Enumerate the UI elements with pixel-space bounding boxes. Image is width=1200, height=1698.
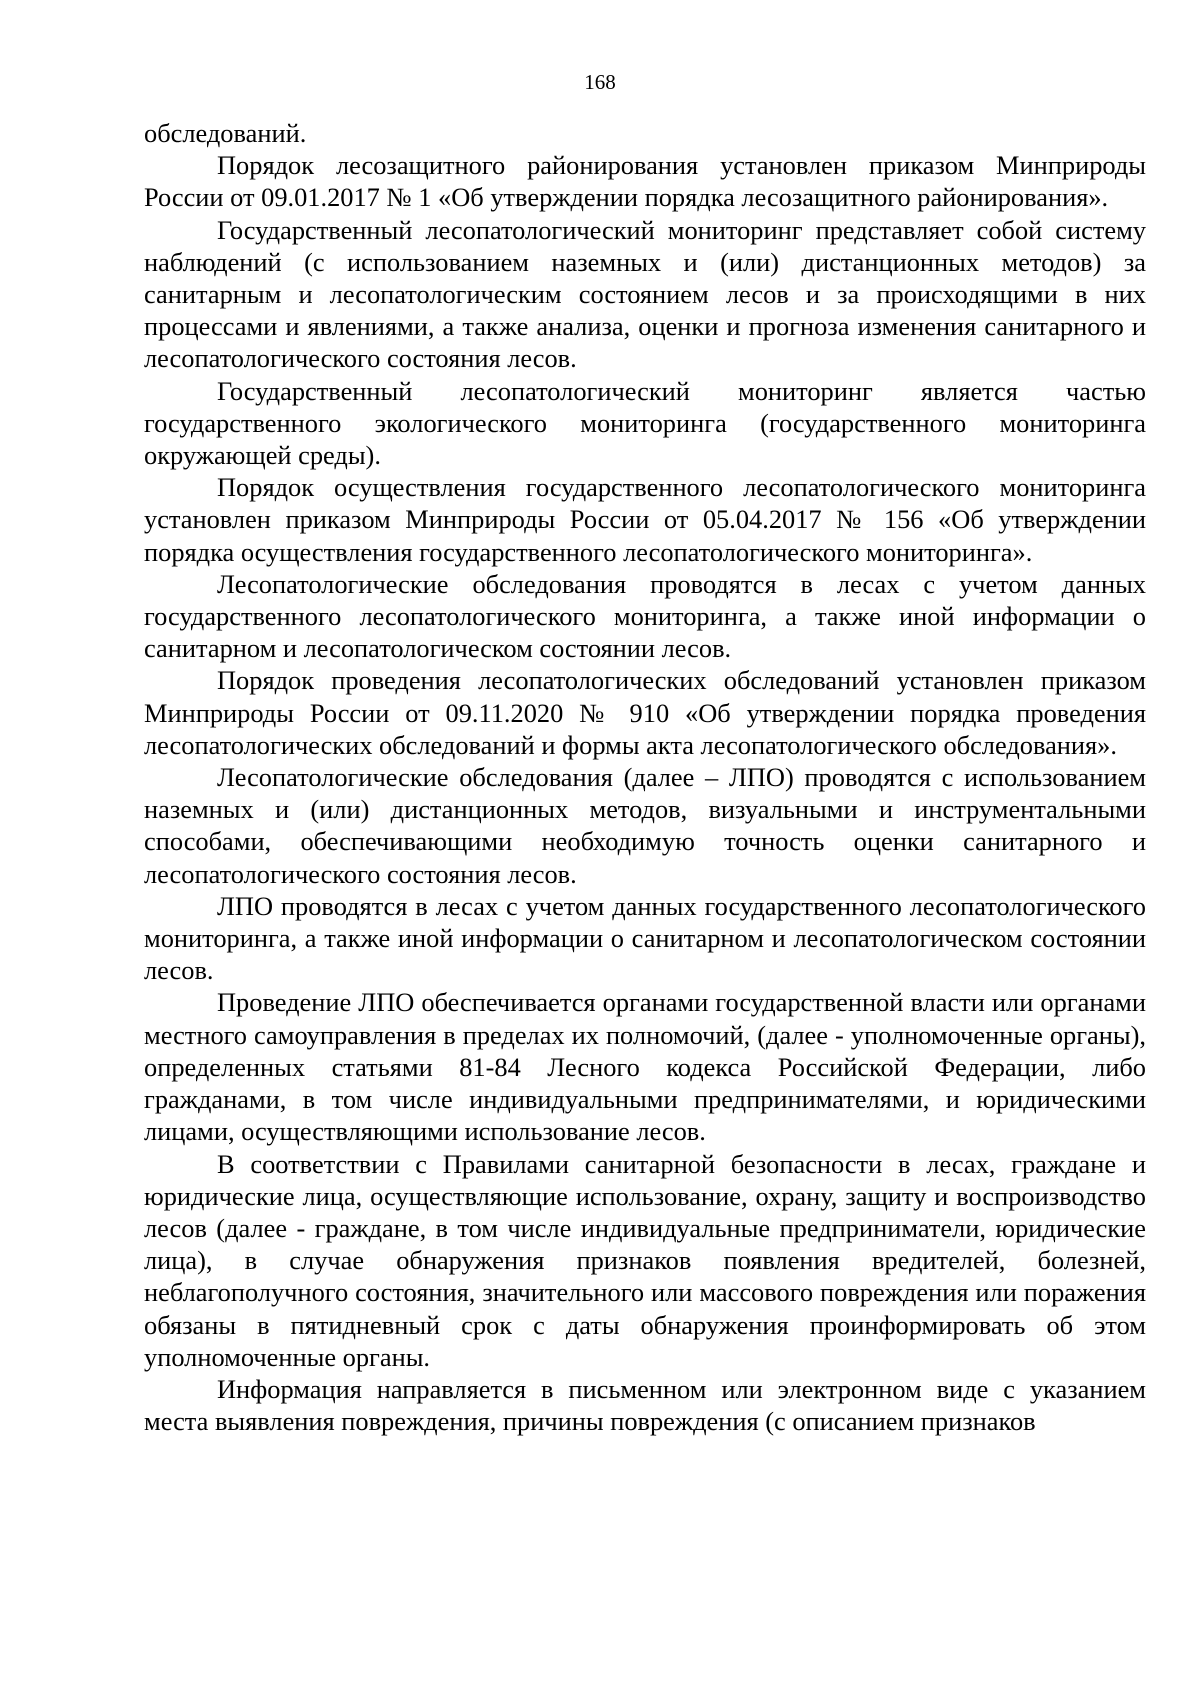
paragraph: Лесопатологические обследования проводятся в лесах с учетом данных государственного лесопатологического мониторинга, а также иной информации о санитарном и лесопатологическом состоянии лесов. — [144, 568, 1146, 664]
paragraph-continuation: обследований. — [144, 118, 307, 148]
paragraph: Государственный лесопатологический мониторинг представляет собой систему наблюдений (с использованием наземных и (или) дистанционных методов) за санитарным и лесопатологическим состоянием лесов и за происходящими в них процессами и явлениями, а также анализа, оценки и прогноза изменения санитарного и лесопатологического состояния лесов. — [144, 214, 1146, 374]
paragraph: Государственный лесопатологический мониторинг является частью государственного экологического мониторинга (государственного мониторинга окружающей среды). — [144, 375, 1146, 471]
page-number: 168 — [584, 70, 616, 94]
paragraph: Проведение ЛПО обеспечивается органами государственной власти или органами местного самоуправления в пределах их полномочий, (далее - уполномоченные органы), определенных статьями 81-84 Лесного кодекса Российской Федерации, либо гражданами, в том числе индивидуальными предпринимателями, и юридическими лицами, осуществляющими использование лесов. — [144, 987, 1146, 1147]
paragraph: Порядок лесозащитного районирования установлен приказом Минприроды России от 09.01.2017 № 1 «Об утверждении порядка лесозащитного районирования». — [144, 150, 1146, 213]
paragraph: Порядок осуществления государственного лесопатологического мониторинга установлен приказом Минприроды России от 05.04.2017 № 156 «Об утверждении порядка осуществления государственного лесопатологического мониторинга». — [144, 472, 1146, 567]
paragraph: В соответствии с Правилами санитарной безопасности в лесах, граждане и юридические лица, осуществляющие использование, охрану, защиту и воспроизводство лесов (далее - граждане, в том числе индивидуальные предприниматели, юридические лица), в случае обнаружения признаков появления вредителей, болезней, неблагополучного состояния, значительного или массового повреждения или поражения обязаны в пятидневный срок с даты обнаружения проинформировать об этом уполномоченные органы. — [144, 1148, 1146, 1372]
paragraph: Лесопатологические обследования (далее – ЛПО) проводятся с использованием наземных и (или) дистанционных методов, визуальными и инструментальными способами, обеспечивающими необходимую точность оценки санитарного и лесопатологического состояния лесов. — [144, 762, 1146, 889]
document-body — [144, 117, 1146, 1437]
paragraph: ЛПО проводятся в лесах с учетом данных государственного лесопатологического мониторинга, а также иной информации о санитарном и лесопатологическом состоянии лесов. — [144, 890, 1146, 986]
paragraph-continued-next-page: Информация направляется в письменном или электронном виде с указанием места выявления повреждения, причины повреждения (с описанием признаков — [144, 1373, 1146, 1437]
paragraph: Порядок проведения лесопатологических обследований установлен приказом Минприроды России от 09.11.2020 № 910 «Об утверждении порядка проведения лесопатологических обследований и формы акта лесопатологического обследования». — [144, 665, 1146, 760]
